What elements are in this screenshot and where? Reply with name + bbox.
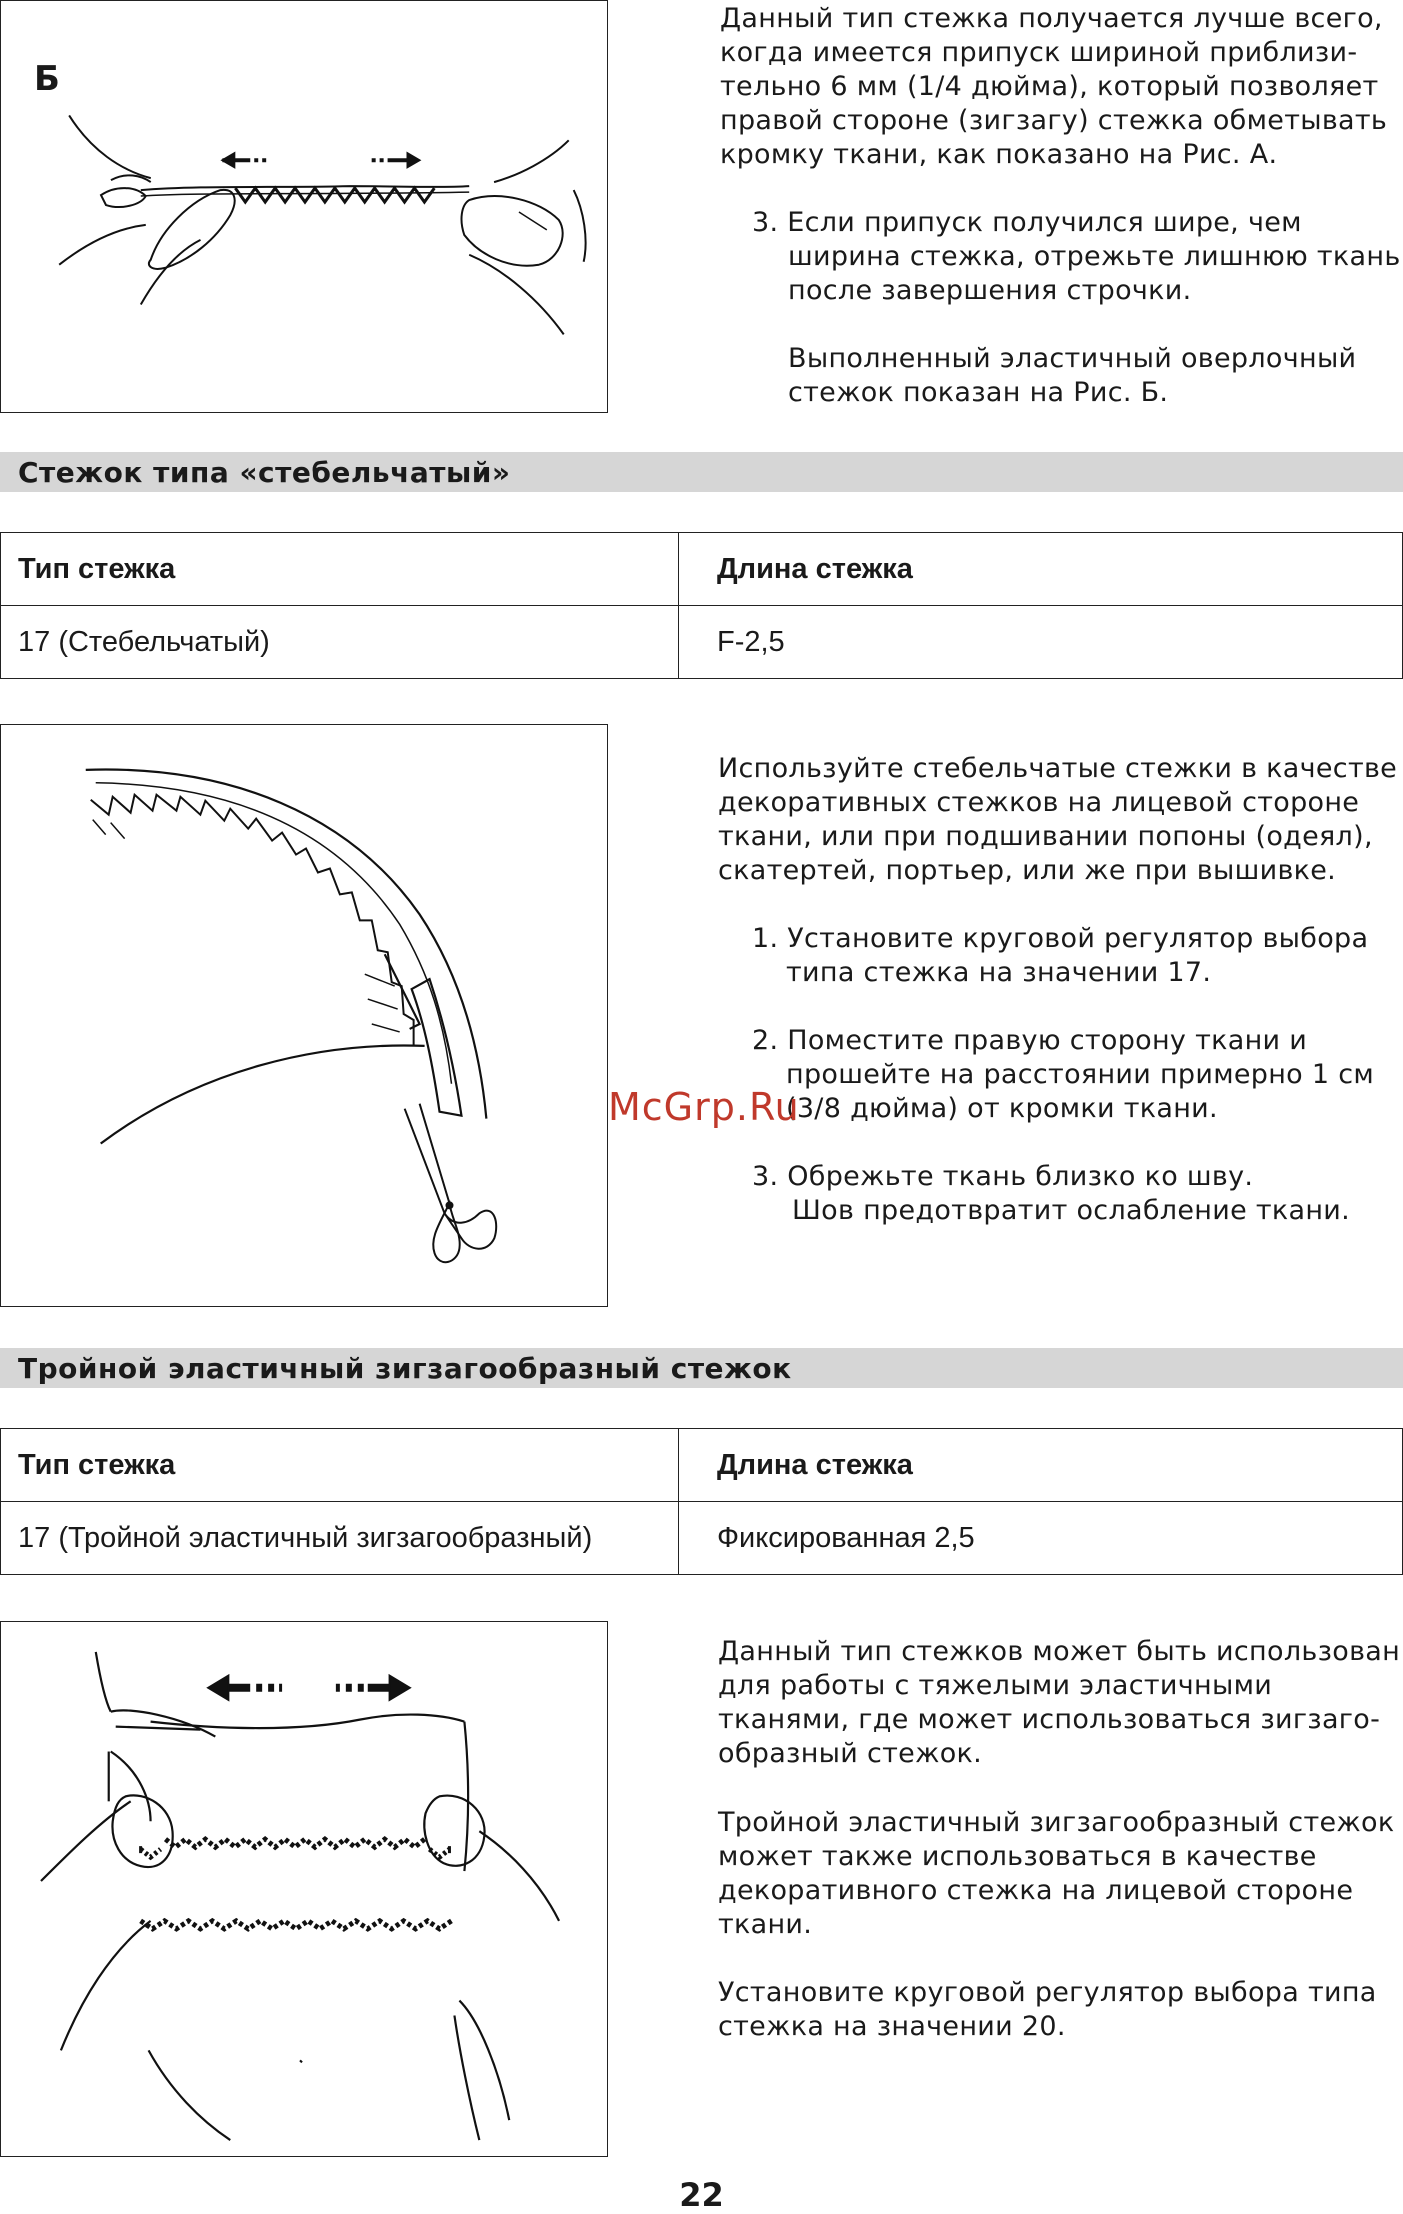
overlock-result: [788, 342, 1356, 410]
text-line: кромку ткани, как показано на Рис. А.: [720, 139, 1278, 170]
stitch-row-top: [166, 1839, 425, 1847]
section-title: Тройной эластичный зигзагообразный стежок: [18, 1352, 792, 1385]
text-line: ширина стежка, отрежьте лишнюю ткань: [788, 241, 1401, 272]
text-line: типа стежка на значении 17.: [786, 957, 1212, 988]
header-stitch-length: Длина стежка: [679, 533, 1403, 606]
header-stitch-length: Длина стежка: [679, 1429, 1403, 1502]
text-line: Шов предотвратит ослабление ткани.: [792, 1195, 1351, 1226]
overlock-zigzag: [235, 188, 434, 202]
stem-stitch-row: [91, 795, 414, 1046]
text-line: стежок показан на Рис. Б.: [788, 377, 1169, 408]
text-line: тельно 6 мм (1/4 дюйма), который позволяет: [720, 71, 1379, 102]
table-row: [1, 1502, 1403, 1575]
text-line: (3/8 дюйма) от кромки ткани.: [786, 1093, 1218, 1124]
triple-zigzag-illustration: [0, 1621, 608, 2157]
text-line: декоративного стежка на лицевой стороне: [718, 1875, 1354, 1906]
triple-zigzag-para-3: [718, 1976, 1377, 2044]
text-line: тканями, где может использоваться зигзаго-: [718, 1704, 1381, 1735]
section-heading-stem-stitch: [0, 452, 1403, 492]
watermark-logo: McGrp.Ru: [608, 1085, 800, 1129]
text-line: для работы с тяжелыми эластичными: [718, 1670, 1273, 1701]
cell-stitch-type: 17 (Тройной эластичный зигзагообразный): [1, 1502, 679, 1575]
section-title: Стежок типа «стебельчатый»: [18, 456, 511, 489]
right-arrow-icon: [336, 1676, 410, 1700]
stitch-row-lower: [141, 1921, 452, 1929]
left-arrow-icon: [222, 153, 266, 167]
text-line: ткани.: [718, 1909, 813, 1940]
text-line: Выполненный эластичный оверлочный: [788, 343, 1357, 374]
table-header-row: [1, 1429, 1403, 1502]
stem-stitch-step-1: [752, 922, 1368, 990]
text-line: после завершения строчки.: [788, 275, 1192, 306]
stem-stitch-intro: [718, 752, 1397, 888]
stem-stitch-illustration: [0, 724, 608, 1307]
text-line: Тройной эластичный зигзагообразный стежок: [718, 1807, 1395, 1838]
text-line: Данный тип стежков может быть использован: [718, 1636, 1401, 1667]
triple-zigzag-para-2: [718, 1806, 1394, 1942]
overlock-stitch-drawing: [1, 1, 607, 412]
text-line: когда имеется припуск шириной приблизи-: [720, 37, 1358, 68]
header-stitch-type: Тип стежка: [1, 1429, 679, 1502]
figure-b-label: Б: [34, 59, 60, 99]
stem-stitch-drawing: [1, 725, 607, 1306]
section-heading-triple-zigzag: [0, 1348, 1403, 1388]
left-arrow-icon: [208, 1676, 282, 1700]
cell-stitch-length: F-2,5: [679, 606, 1403, 679]
cell-stitch-type: 17 (Стебельчатый): [1, 606, 679, 679]
stitch-row-bottom: [141, 1849, 450, 1857]
text-line: декоративных стежков на лицевой стороне: [718, 787, 1360, 818]
text-line: Установите круговой регулятор выбора типа: [718, 1977, 1377, 2008]
table-row: [1, 606, 1403, 679]
triple-zigzag-para-1: [718, 1635, 1400, 1771]
stitch-spec-table-2: [0, 1428, 1403, 1575]
text-line: стежка на значении 20.: [718, 2011, 1066, 2042]
text-line: ткани, или при подшивании попоны (одеял),: [718, 821, 1373, 852]
text-line: 1. Установите круговой регулятор выбора: [752, 923, 1369, 954]
text-line: 3. Если припуск получился шире, чем: [752, 207, 1302, 238]
page-number: 22: [679, 2176, 724, 2214]
text-line: может также использоваться в качестве: [718, 1841, 1317, 1872]
text-line: правой стороне (зигзагу) стежка обметывать: [720, 105, 1388, 136]
text-line: 3. Обрежьте ткань близко ко шву.: [752, 1161, 1254, 1192]
cell-stitch-length: Фиксированная 2,5: [679, 1502, 1403, 1575]
stitch-spec-table-1: [0, 532, 1403, 679]
text-line: Используйте стебельчатые стежки в качестве: [718, 753, 1398, 784]
right-arrow-icon: [372, 153, 420, 167]
text-line: 2. Поместите правую сторону ткани и: [752, 1025, 1308, 1056]
overlock-step-3: [752, 206, 1401, 308]
header-stitch-type: Тип стежка: [1, 533, 679, 606]
text-line: образный стежок.: [718, 1738, 983, 1769]
stem-stitch-step-3: [752, 1160, 1350, 1228]
figure-b-illustration: [0, 0, 608, 413]
triple-zigzag-drawing: [1, 1622, 607, 2156]
stem-stitch-step-2: [752, 1024, 1374, 1126]
table-header-row: [1, 533, 1403, 606]
overlock-paragraph: [720, 2, 1387, 172]
scissors-icon: [405, 1104, 497, 1263]
text-line: прошейте на расстоянии примерно 1 см: [786, 1059, 1375, 1090]
text-line: скатертей, портьер, или же при вышивке.: [718, 855, 1337, 886]
text-line: Данный тип стежка получается лучше всего,: [720, 3, 1383, 34]
